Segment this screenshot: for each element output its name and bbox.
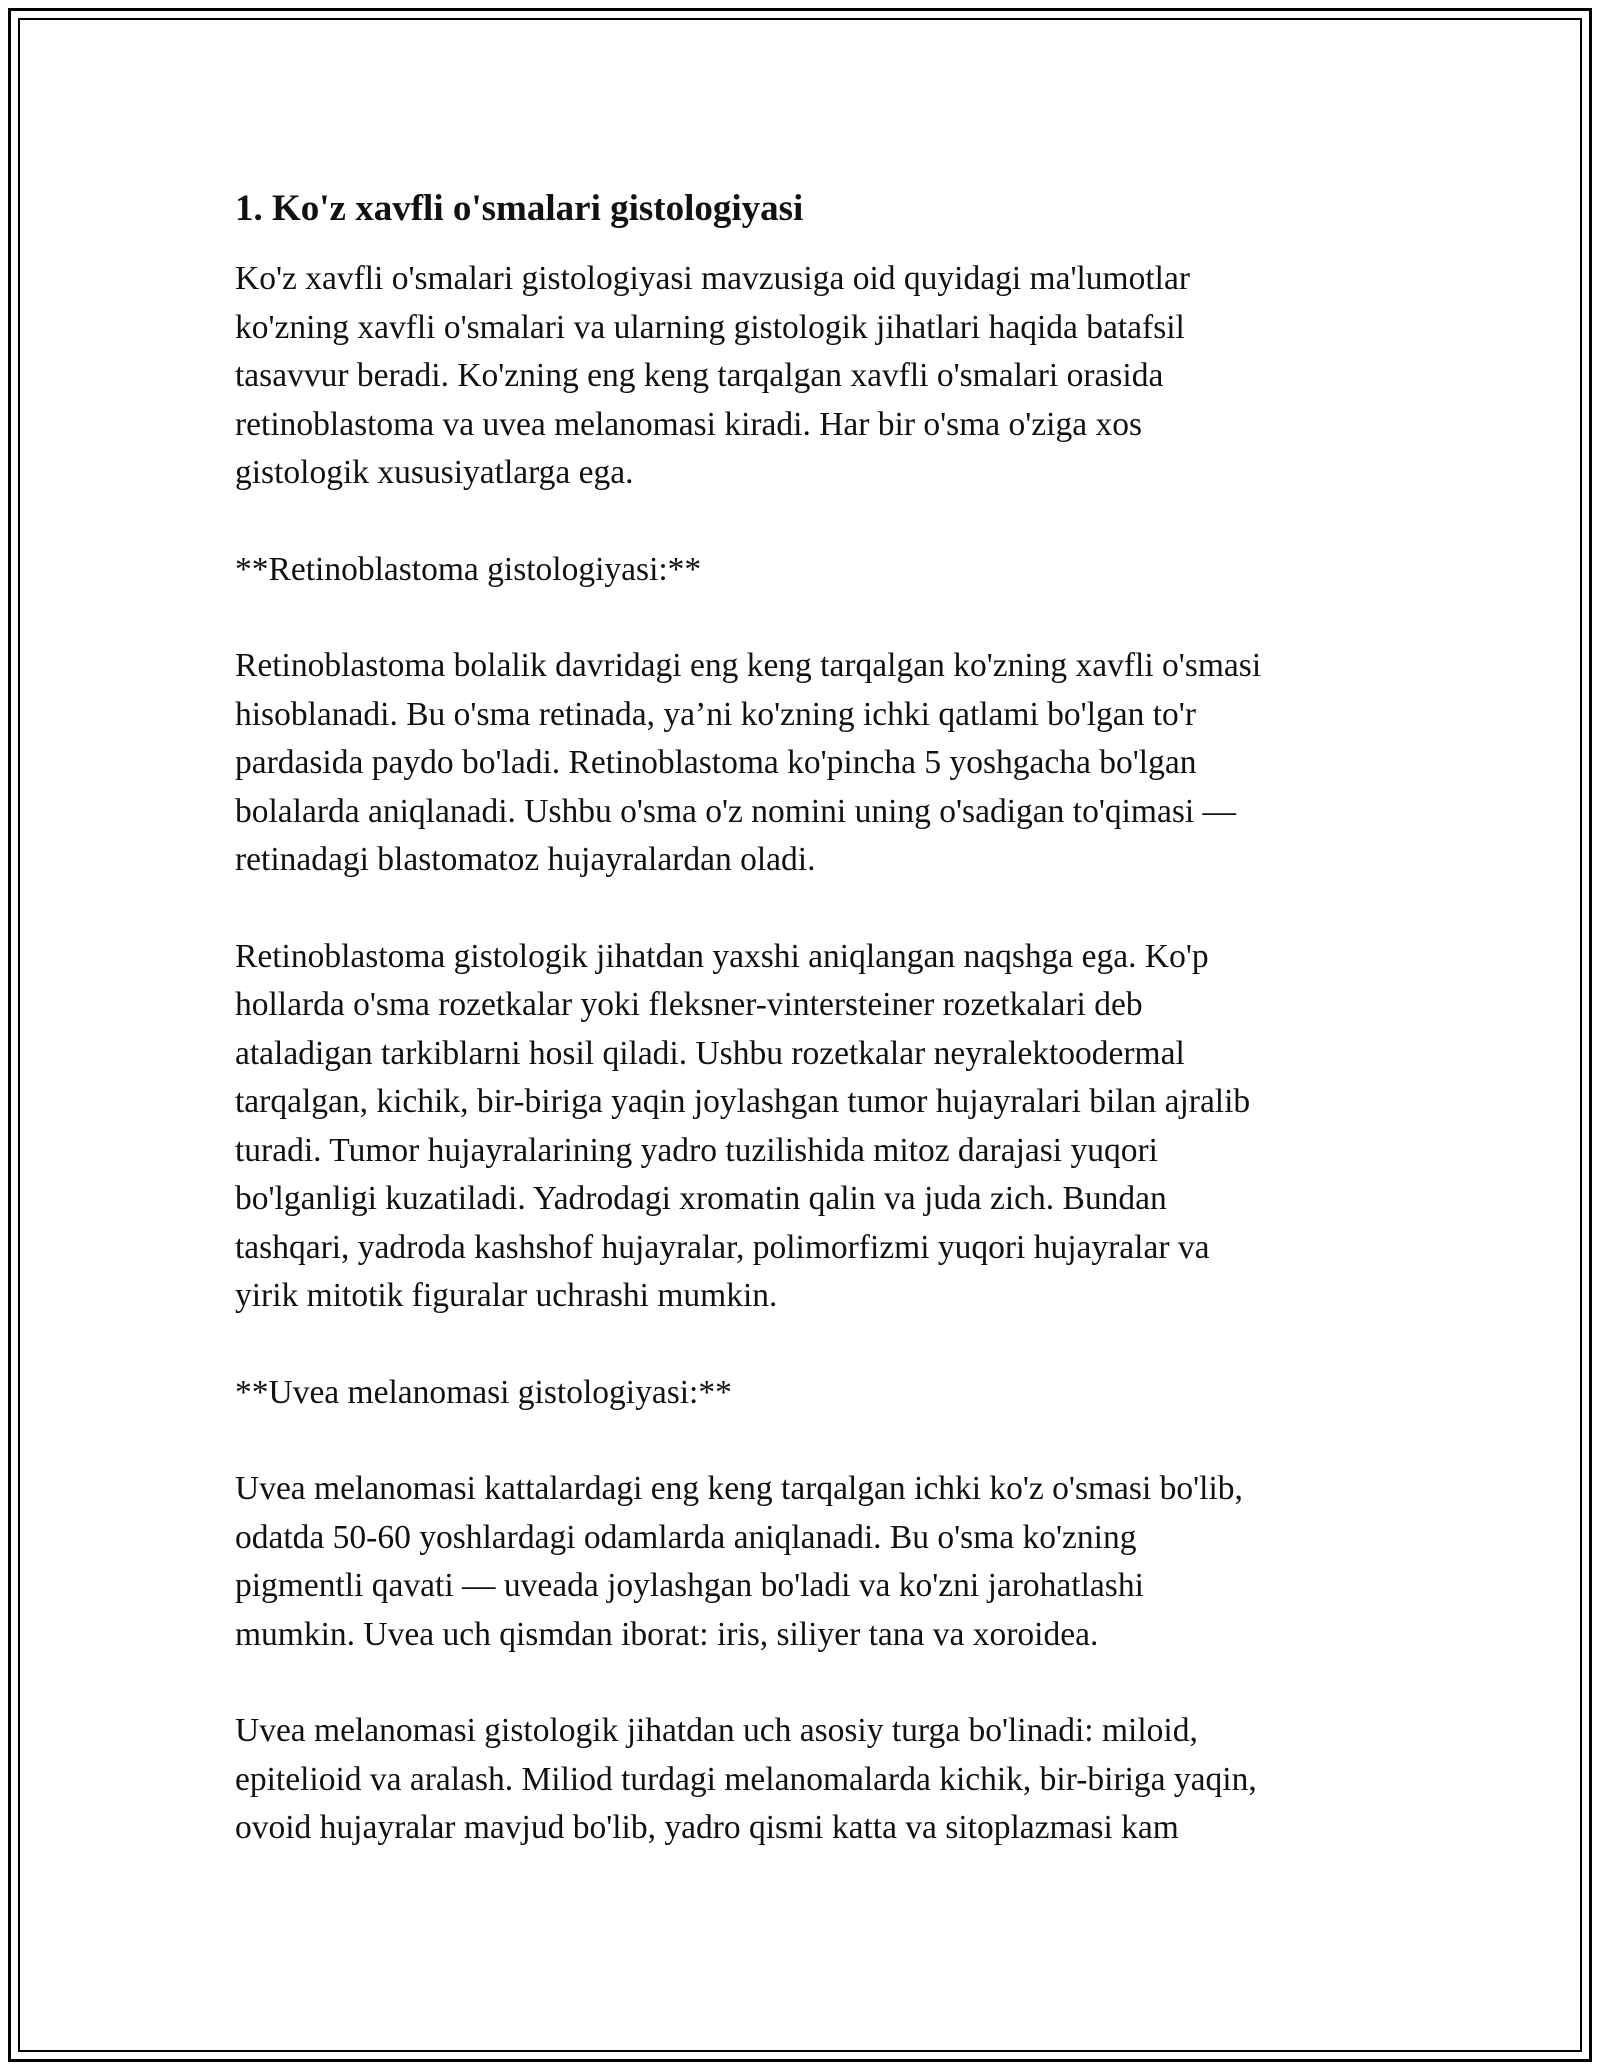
retinoblastoma-paragraph-1 bbox=[235, 642, 1385, 885]
text-line: retinadagi blastomatoz hujayralardan oladi. bbox=[235, 841, 816, 878]
text-line: pardasida paydo bo'ladi. Retinoblastoma ko'pincha 5 yoshgacha bo'lgan bbox=[235, 744, 1197, 781]
intro-paragraph bbox=[235, 255, 1385, 498]
text-line: ovoid hujayralar mavjud bo'lib, yadro qismi katta va sitoplazmasi kam bbox=[235, 1809, 1179, 1846]
text-line: tasavvur beradi. Ko'zning eng keng tarqalgan xavfli o'smalari orasida bbox=[235, 357, 1164, 394]
text-line: Ko'z xavfli o'smalari gistologiyasi mavzusiga oid quyidagi ma'lumotlar bbox=[235, 260, 1190, 297]
retinoblastoma-paragraph-2 bbox=[235, 933, 1385, 1321]
document-title: 1. Ko'z xavfli o'smalari gistologiyasi bbox=[235, 188, 804, 229]
document-body bbox=[235, 185, 1385, 1901]
text-line: Retinoblastoma gistologik jihatdan yaxshi aniqlangan naqshga ega. Ko'p bbox=[235, 937, 1209, 975]
text-line: tashqari, yadroda kashshof hujayralar, polimorfizmi yuqori hujayralar va bbox=[235, 1228, 1210, 1266]
text-line: hisoblanadi. Bu o'sma retinada, ya’ni ko'zning ichki qatlami bo'lgan to'r bbox=[235, 695, 1196, 733]
section-heading-retinoblastoma bbox=[235, 546, 1385, 595]
text-line: **Retinoblastoma gistologiyasi:** bbox=[235, 550, 702, 588]
text-line: bolalarda aniqlanadi. Ushbu o'sma o'z nomini uning o'sadigan to'qimasi — bbox=[235, 792, 1237, 830]
text-line: mumkin. Uvea uch qismdan iborat: iris, siliyer tana va xoroidea. bbox=[235, 1615, 1099, 1653]
text-line: **Uvea melanomasi gistologiyasi:** bbox=[235, 1373, 732, 1411]
text-line: ko'zning xavfli o'smalari va ularning gistologik jihatlari haqida batafsil bbox=[235, 308, 1185, 346]
text-line: gistologik xususiyatlarga ega. bbox=[235, 454, 634, 491]
text-line: retinoblastoma va uvea melanomasi kiradi. Har bir o'sma o'ziga xos bbox=[235, 405, 1143, 443]
text-line: bo'lganligi kuzatiladi. Yadrodagi xromatin qalin va juda zich. Bundan bbox=[235, 1180, 1167, 1217]
text-line: ataladigan tarkiblarni hosil qiladi. Ushbu rozetkalar neyralektoodermal bbox=[235, 1034, 1185, 1072]
text-line: Retinoblastoma bolalik davridagi eng keng tarqalgan ko'zning xavfli o'smasi bbox=[235, 647, 1262, 684]
text-line: pigmentli qavati — uveada joylashgan bo'ladi va ko'zni jarohatlashi bbox=[235, 1567, 1144, 1604]
section-heading-uvea-melanoma bbox=[235, 1369, 1385, 1418]
text-line: Uvea melanomasi gistologik jihatdan uch asosiy turga bo'linadi: miloid, bbox=[235, 1712, 1198, 1749]
text-line: epitelioid va aralash. Miliod turdagi melanomalarda kichik, bir-biriga yaqin, bbox=[235, 1760, 1257, 1798]
uvea-melanoma-paragraph-1 bbox=[235, 1465, 1385, 1659]
text-line: tarqalgan, kichik, bir-biriga yaqin joylashgan tumor hujayralari bilan ajralib bbox=[235, 1083, 1251, 1120]
text-line: hollarda o'sma rozetkalar yoki fleksner-vintersteiner rozetkalari deb bbox=[235, 986, 1143, 1023]
text-line: yirik mitotik figuralar uchrashi mumkin. bbox=[235, 1277, 778, 1314]
text-line: turadi. Tumor hujayralarining yadro tuzilishida mitoz darajasi yuqori bbox=[235, 1131, 1158, 1169]
text-line: Uvea melanomasi kattalardagi eng keng tarqalgan ichki ko'z o'smasi bo'lib, bbox=[235, 1470, 1243, 1507]
uvea-melanoma-paragraph-2 bbox=[235, 1707, 1385, 1853]
text-line: odatda 50-60 yoshlardagi odamlarda aniqlanadi. Bu o'sma ko'zning bbox=[235, 1518, 1137, 1556]
